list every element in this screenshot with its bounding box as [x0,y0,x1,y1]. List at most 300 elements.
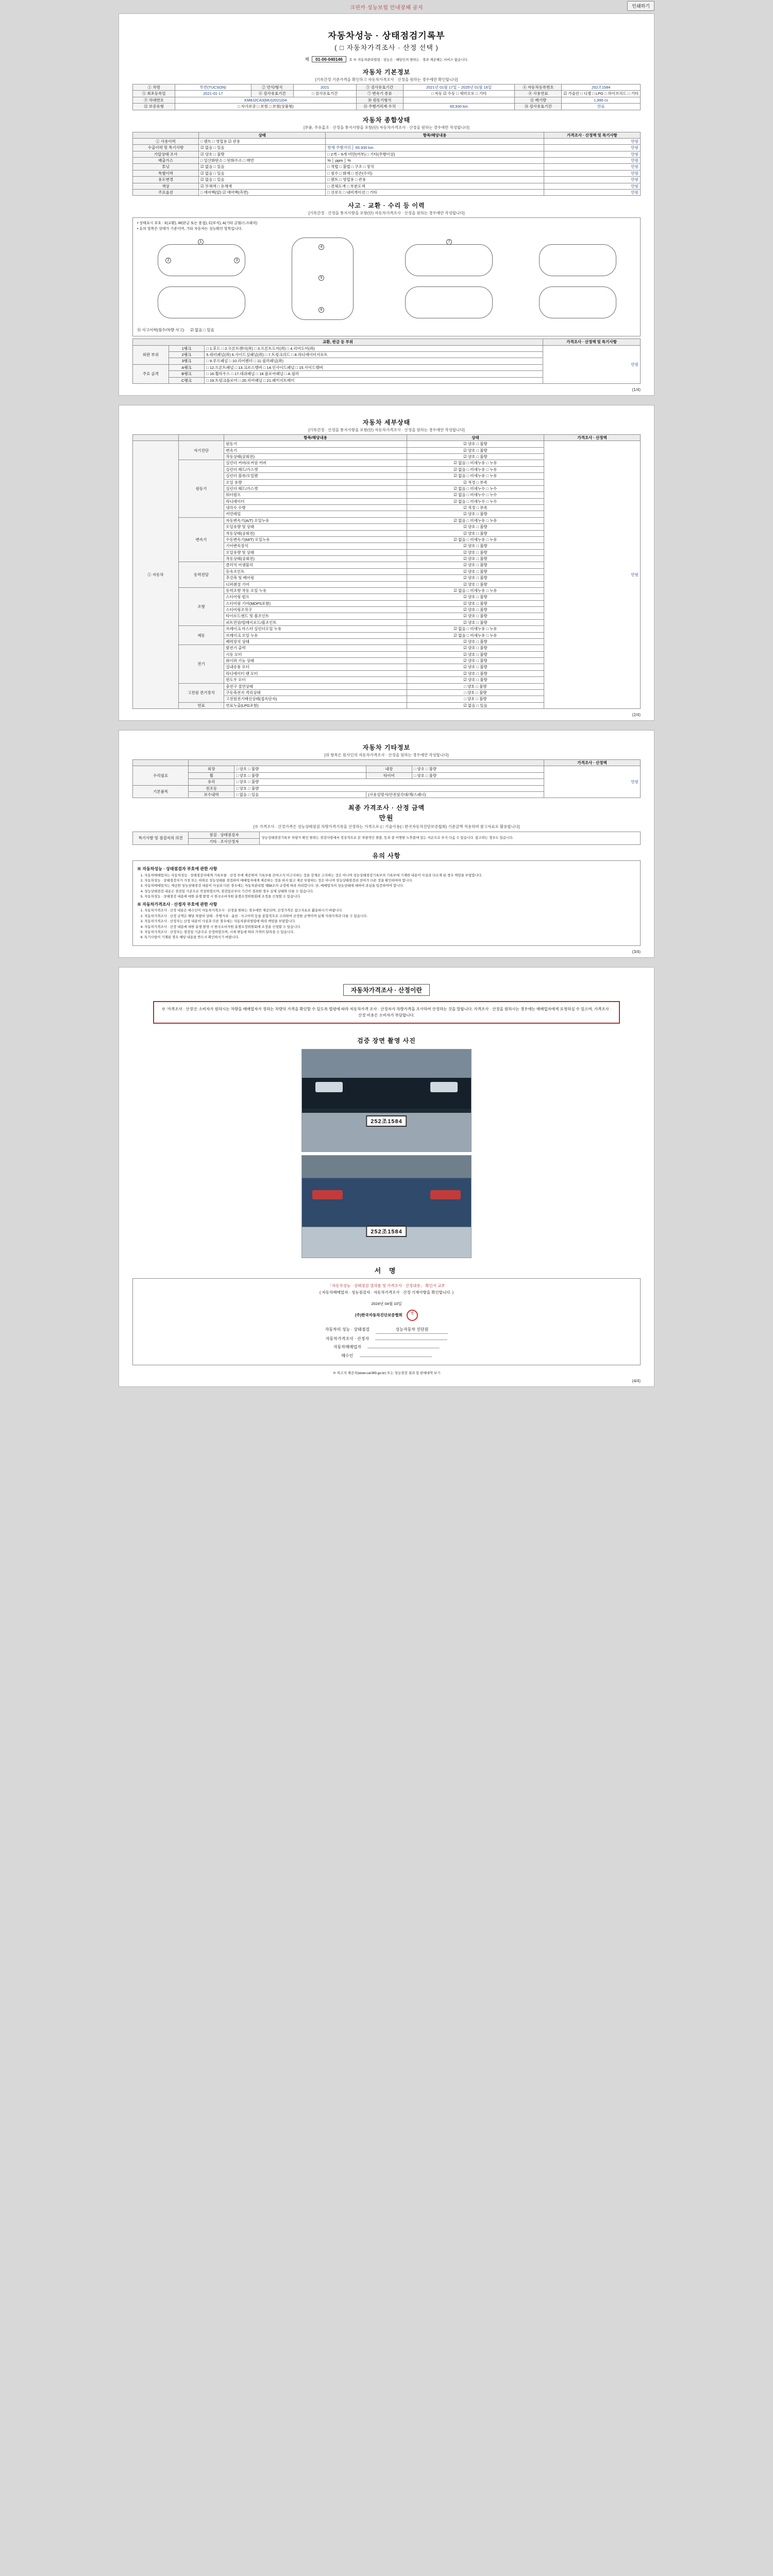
final-price-note: [※ 가격조사 · 산정가격은 성능상태점검 차량가격기록을 산정하는 가격으로 (□ 기술사용(□ 한국자동차진단보증협회) 기준금액 적용하며 참고자료로 활용합니다] [253,824,520,829]
detail-state: □ 양호 □ 불량 [407,696,544,702]
rear-photo [301,1155,472,1258]
col-subgroup [178,434,224,440]
car-underbody-view [158,286,245,318]
row-price: 만원 [544,145,640,151]
table-row [133,84,641,91]
accident-history-row [137,327,636,333]
topbar [119,0,654,13]
detail-sub-name: 자기진단 [178,441,224,460]
detail-item: 원동기 [224,441,407,447]
other-info-table [132,759,641,798]
topbar-notice: 크린카 성능보험 안내장패 공지 [350,5,423,11]
detail-item: 배력장치 상태 [224,638,407,645]
rank-items: □ 16.휠하우스 □ 17.대쉬패널 □ 18.플로어패널 □ A.필러 [205,371,543,377]
detail-state: ☑ 양호 □ 불량 [407,658,544,664]
basic-value: 65,930 km [403,104,515,110]
basic-value: 1,995 cc [562,97,641,103]
damage-diagram-box [132,217,641,336]
table-row [133,104,641,110]
special-text: 성능상태점검기록부 차량가 확인 범위는 점검사항에서 정상적으로 본 차량적인 현품, 등과 잘 이행한 노후품에 있는 저온으로 부식 다음 수 있습니다. 참고하는 경우도 있습니다. [260,832,641,845]
row-state: ☑ 없음 □ 있음 [199,177,326,183]
detail-item: 등속조인트 [224,568,407,574]
detail-price: 만원 [544,441,640,709]
page-number: (1/4) [632,387,641,392]
row-price: 만원 [544,183,640,189]
special-row-key: 점검 · 상태점검자 [189,832,260,838]
front-plate: 252조1584 [366,1115,407,1127]
detail-item: 실린더 커버/로커암 커버 [224,460,407,466]
signature-company [137,1310,636,1321]
list-item: 1. 자동차매매업자는 자동차성능 · 상태점검자에게 기록부를 · 산정 부에 제공하여 기록부를 잔여고지 미고지하는 것을 강제로 고지하는 것은 아니며 성능상태점검기록부의 기록부에 기재한 내용이 사실과 다르게 된 경우 책임을 부담합니다. [144,873,636,878]
basic-label: ① 차명 [133,84,175,91]
row-detail: □ 침수 □ 화재 □ 전손(수리) [326,170,544,176]
table-header-row [133,339,641,345]
detail-state: □ 양호 □ 불량 [407,689,544,696]
row-key: 색상 [133,183,199,189]
detail-item: 브레이크 오일 누유 [224,632,407,638]
rank-items: 5.쿼터패널(좌) 6.사이드실패널(좌) □ 7.트렁크리드 □ 8.라디에이터서포트 [205,352,543,358]
detail-item: 수동변속기(M/T) 오일누유 [224,536,407,543]
car-rear-view [539,244,616,276]
detail-state: ☑ 없음 □ 미세누유 □ 누유 [407,536,544,543]
group-name: 외판 부위 [133,345,169,364]
list-item: 4. 성능상태점검 내용은 점검일 기준으로 작성하였으며, 점검일로부터 기간이 경과한 경우 실제 상태와 다를 수 있습니다. [144,889,636,894]
signature-date: 2024년 04월 10일 [371,1301,402,1307]
detail-item: 자동변속기(A/T) 오일누유 [224,517,407,523]
detail-state: ☑ 없음 □ 미세누유 □ 누유 [407,473,544,479]
detail-state: ☑ 양호 □ 불량 [407,677,544,683]
sub-label: 보수내역 [189,791,234,798]
list-item: 5. 자동차가격조사 · 산정자는 점검일 기준으로 산정하였으며, 시세 변동에 따라 가격이 달라질 수 있습니다. [144,930,636,935]
detail-state: ☑ 양호 □ 불량 [407,447,544,453]
basic-label: ⑬ 주행거리계 수치 [356,104,403,110]
detail-item: 변속기 [224,447,407,453]
rank-items: □ 1.후드 □ 2.프론트펜더(좌) □ 3.프론트도어(좌) □ 4.리어도어(좌) [205,345,543,351]
rank-label: 3랭크 [169,358,205,364]
special-row-key: 기타 · 조사산정자 [189,838,260,844]
detail-state: ☑ 양호 □ 불량 [407,619,544,625]
detail-state: ☑ 양호 □ 불량 [407,670,544,676]
col-price: 가격조사 · 산정액 [544,434,640,440]
detail-state: ☑ 양호 □ 불량 [407,556,544,562]
basic-label: ⑭ 검사유효기간 [515,104,562,110]
table-row [133,441,641,447]
signature-rows [212,1326,561,1359]
basic-label: ⑧ 사용연료 [515,91,562,97]
basic-value: 2021년 01월 17일 ~ 2025년 01월 16일 [403,84,515,91]
rank-items: □ 19.트렁크플로어 □ 20.리어패널 □ 21.패키지트레이 [205,377,543,383]
sub-state: □ 양호 □ 불량 [412,772,544,778]
sub-note: (사용설명서/안전삼각대/잭/스패너) [366,791,544,798]
row-detail: □ 2개 ~ 6개 미만(여부) □ 기타(주행이상) [326,151,544,157]
detail-item: 동력조향 작동 오일 누유 [224,587,407,594]
panel-frame-price: 만원 [543,345,640,383]
detail-state: ☑ 양호 □ 불량 [407,600,544,606]
detail-state: ☑ 양호 □ 불량 [407,664,544,670]
detail-state: ☑ 양호 □ 불량 [407,651,544,657]
page-4 [119,967,654,1387]
basic-label: ④ 자동차등록번호 [515,84,562,91]
damage-mark: 5 [318,275,324,281]
accident-history-label: ⑮ 사고이력(침수/차량 사고) [137,328,184,333]
sub-label: 유리 [189,779,234,785]
list-item: 1. 자동차가격조사 · 산정 내용은 매수인이 자동차가격조사 · 산정을 원하는 경우에만 제공되며, 산정가격은 참고자료로 활용하시기 바랍니다. [144,908,636,913]
sign-row-key: 매수인 [341,1353,354,1358]
doc-title: 자동차성능 · 상태점검기록부 [328,31,445,41]
final-price-value: 만원 [379,814,394,822]
sign-row-value[interactable]: 성능자동차 진단원 [376,1326,448,1334]
section-detail-note: [기록간정 · 산정을 통지사항을 포함(단) 자동차가격조사 · 산정을 원하는 경우에만 작성합니다] [308,427,465,432]
col-detail: 항목/해당내용 [326,132,544,138]
damage-mark: 4 [318,244,324,250]
section-overall-note: [부품, 주유홈조 · 산정을 통지사항을 포함(단) 자동차가격조사 · 산정을 원하는 경우에만 작성합니다] [304,125,469,130]
rank-label: A랭크 [169,364,205,370]
detail-item: 오일 유량 [224,479,407,485]
detail-state: ☑ 양호 □ 불량 [407,568,544,574]
detail-state: ☑ 없음 □ 미세누수 □ 누수 [407,498,544,504]
sign-row [212,1344,561,1351]
rank-label: 1랭크 [169,345,205,351]
detail-item: 작동상태(공회전) [224,530,407,536]
table-row [133,164,641,170]
accident-history-value: ☑ 없음 □ 있음 [190,328,214,333]
detail-item: 커먼레일 [224,511,407,517]
row-price: 만원 [544,177,640,183]
basic-value: KM8J2CA3(MU)2021(04 [175,97,357,103]
section-overall-title: 자동차 종합상태 [362,116,411,124]
seal-icon: 인 [407,1310,418,1321]
detail-item: 와이퍼 기능 상태 [224,658,407,664]
sub-label: 휠 [189,772,234,778]
col-group [133,434,179,440]
row-detail: 현재 주행거리 │ 65,930 km [326,145,544,151]
final-price-title: 최종 가격조사 · 산정 금액 [348,804,425,812]
section-other-title: 자동차 기타정보 [362,744,411,751]
detail-item: 클러치 어셈블리 [224,562,407,568]
detail-item: 워터펌프 [224,492,407,498]
detail-state: □ 양호 □ 불량 [407,683,544,689]
special-label: 특기사항 및 점검자의 의견 [133,832,189,845]
diagram-legend-1: • 상태표시 부호 : X(교환), W(판금 또는 용접), C(부식), A(기타 긁힘/스크래치) [137,222,258,226]
col-items [189,760,544,766]
row-state: ☑ 없음 □ 있음 [199,164,326,170]
price-def-title-wrap [132,984,641,996]
row-detail: □ 렌트 □ 영업용 □ 관용 [326,177,544,183]
overall-state-table [132,132,641,196]
detail-item: 실린더 헤드/가스켓 [224,485,407,492]
detail-state: ☑ 양호 □ 불량 [407,530,544,536]
price-definition-title: 자동차가격조사 · 산정이란 [343,984,430,996]
detail-item: 충전구 절연상태 [224,683,407,689]
row-key: 용도변경 [133,177,199,183]
damage-mark: 7 [446,239,452,245]
notice-title: 유의 사항 [372,852,401,859]
row-key: 가압상태 조사 [133,151,199,157]
row-price: 만원 [544,158,640,164]
car-side-right-view [405,244,493,276]
detail-state: ☑ 양호 □ 불량 [407,524,544,530]
table-row [133,151,641,157]
basic-label: ⑨ 차대번호 [133,97,175,103]
notice-list [144,908,636,940]
table-header-row [133,760,641,766]
detail-item: 실내송풍 모터 [224,664,407,670]
car-front-view [405,286,493,318]
page-2 [119,405,654,721]
detail-state: ☑ 없음 □ 미세누유 □ 누유 [407,517,544,523]
basic-label: ⑫ 보증유형 [133,104,175,110]
photo-section-title: 검증 장면 촬영 사진 [357,1037,416,1044]
detail-state: ☑ 양호 □ 불량 [407,562,544,568]
car-roof-view [539,286,616,318]
basic-label: ⑥ 검사유효기간 [251,91,293,97]
list-item: 3. 자동차가격조사 · 산정자는 산정 내용이 사실과 다른 경우에는 자동차관리법령에 따라 책임을 부담합니다. [144,919,636,924]
print-button[interactable]: 인쇄하기 [627,1,654,11]
row-price: 만원 [544,189,640,195]
detail-sub-name: 동력전달 [178,562,224,588]
damage-mark: 3 [234,258,240,263]
table-header-row [133,434,641,440]
law-suffix: 호 ※ 자동차관리법령 · 성능은 · 해당인의 범위는 · 경과 제공해는 서비스 없습니다. [349,58,468,62]
detail-sub-name: 조향 [178,587,224,625]
col-state: 상태 [199,132,326,138]
row-state: □ 일산화탄소 □ 탄화수소 □ 매연 [199,158,326,164]
detail-item: 실린더 헤드/가스켓 [224,466,407,472]
table-row [133,97,641,103]
basic-value: 2021 [293,84,356,91]
section-basic-note: [기록간정 기준가격을 확인하고 자동차가격조사 · 산정을 원하는 경우에만 확인합니다] [315,77,458,82]
price-definition-box [153,1001,620,1024]
detail-state: ☑ 양호 □ 불량 [407,454,544,460]
sub-label: 타이어 [366,772,412,778]
detail-state: ☑ 양호 □ 불량 [407,549,544,555]
detail-item: 디퍼렌셜 기어 [224,581,407,587]
rank-label: C랭크 [169,377,205,383]
row-state: ☑ 없음 □ 있음 [199,145,326,151]
table-row [133,91,641,97]
damage-mark: 6 [318,307,324,313]
col-item: 항목/해당내용 [224,434,407,440]
detail-item: 타이로드엔드 및 볼조인트 [224,613,407,619]
group-name: 주요 골격 [133,364,169,383]
basic-value: 만료 [562,104,641,110]
basic-value: 투싼(TUCSON) [175,84,251,91]
list-item: 2. 자동차성능 · 상태점검자가 거짓 또는 허위로 성능상태를 점검하여 매매업자에게 제공하는 것을 하지 않고 제공 부담하는 것은 아니며 성능상태점검과 잔여가 다른 것을 확인하여야 합니다. [144,878,636,883]
sign-row-key: 자동차매매업자 [333,1345,361,1350]
other-price: 만원 [544,766,640,798]
row-detail: % │ ppm │ % [326,158,544,164]
detail-state: ☑ 양호 □ 불량 [407,581,544,587]
detail-item: 오일유량 및 상태 [224,524,407,530]
row-key: 튜닝 [133,164,199,170]
col-state: 상태 [407,434,544,440]
rank-label: 2랭크 [169,352,205,358]
car-diagram [137,235,636,325]
photo-gallery [132,1049,641,1258]
front-photo [301,1049,472,1152]
law-number: 01-00-040146 [312,56,346,62]
detail-state: ☑ 없음 □ 미세누유 □ 누유 [407,626,544,632]
list-item: 3. 자동차매매업자는 제공한 성능상태점검 내용이 사실과 다른 경우에는 자동차관리법 제58조의 규정에 따라 처리합니다. 단, 매매업자의 성능상태에 대하여 과실을 입증하여야 합니다. [144,884,636,888]
special-note-table [132,832,641,845]
table-row [133,145,641,151]
price-definition-text: ※ '가격조사 · 산정'은 소비자가 원하시는 차량을 매매업자가 정하는 차량의 가격을 확인할 수 있도록 법령에 따라 자동차가격 조사 · 산정자가 차량가격을 조사하여 산정하는 것을 말합니다. 가격조사 · 산정을 원하시는 경우에는 매매업자에게 요청하실 수 있으며, 가격조사 · 산정 비용은 소비자가 부담합니다. [161,1006,612,1018]
panel-frame-label: 교환, 판금 등 부위 [133,339,543,345]
detail-item: 스티어링 펌프 [224,594,407,600]
table-header-row [133,132,641,138]
rank-label: B랭크 [169,371,205,377]
section-detail-title: 자동차 세부상태 [362,418,411,426]
detail-item: 고전원전기배선상태(접속단자) [224,696,407,702]
basic-label: ⑦ 변속기 종류 [356,91,403,97]
table-row [133,766,641,772]
damage-mark: 2 [165,258,171,263]
detail-item: 오일유량 및 상태 [224,549,407,555]
basic-value [403,97,515,103]
row-key: 수리필요 [133,766,189,785]
doc-law-line [132,56,641,62]
detail-state: ☑ 없음 □ 미세누수 □ 누수 [407,492,544,498]
detail-sub-name: 변속기 [178,517,224,562]
detail-state: ☑ 양호 □ 불량 [407,594,544,600]
detail-item: 작동상태(공회전) [224,556,407,562]
detail-sub-name: 고전원 전기장치 [178,683,224,702]
basic-value: □ 자가보증 □ 보험 □ 보험(상품형) [175,104,357,110]
row-key: 수출이력 및 특기사항 [133,145,199,151]
table-row [133,189,641,195]
diagram-legend-2: • 유의 항목은 상태가 기준이며, 기타 자동차는 성능확인 항목입니다. [137,227,243,231]
basic-value: □ 자동 ☑ 수동 □ 세미오토 □ 기타 [403,91,515,97]
basic-value: ☑ 가솔린 □ 디젤 □ LPG □ 하이브리드 □ 기타 [562,91,641,97]
signature-title: 서 명 [374,1266,399,1275]
detail-state: ☑ 없음 □ 미세누유 □ 누유 [407,466,544,472]
sub-state: □ 양호 □ 불량 [234,766,366,772]
sub-label: 전조등 [189,785,234,791]
detail-item: 기어변속장치 [224,543,407,549]
detail-state: ☑ 없음 □ 있음 [407,702,544,708]
list-item: 4. 자동차가격조사 · 산정 내용에 대한 분쟁 발생 시 한국소비자원 분쟁조정위원회에 조정을 신청할 수 있습니다. [144,925,636,929]
detail-state-table [132,434,641,709]
row-state: ☑ 양호 □ 불량 [199,151,326,157]
detail-sub-name: 전기 [178,645,224,683]
basic-label: ② 연식/형식 [251,84,293,91]
list-item: 5. 자동차성능 · 상태점검 내용에 대한 분쟁 발생 시 한국소비자원 분쟁조정위원회에 조정을 신청할 수 있습니다. [144,894,636,899]
detail-item: 구동축전지 격리상태 [224,689,407,696]
detail-item: 추진축 및 베어링 [224,575,407,581]
section-accident-note: [기록간정 · 산정을 통지사항을 포함(단) 자동차가격조사 · 산정을 원하는 경우에만 작성합니다] [308,211,465,216]
row-state: ☑ 없음 □ 있음 [199,170,326,176]
sub-state: □ 양호 □ 불량 [234,785,544,791]
sub-state: □ 양호 □ 불량 [234,772,366,778]
detail-item: 냉각수 수량 [224,505,407,511]
detail-state: ☑ 적정 □ 부족 [407,479,544,485]
col-price: 가격조사 · 산정액 및 특기사항 [544,132,640,138]
row-state: ☑ 무채색 □ 유채색 [199,183,326,189]
signature-box [132,1278,641,1366]
section-basic-title: 자동차 기본정보 [362,69,411,76]
detail-item: 스티어링조작구 [224,607,407,613]
table-row [133,170,641,176]
detail-state: ☑ 양호 □ 불량 [407,645,544,651]
basic-label: ⑤ 최초등록일 [133,91,175,97]
sign-row [212,1335,561,1343]
row-detail: □ 적법 □ 불법 □ 구조 □ 장치 [326,164,544,170]
sub-label: 내장 [366,766,412,772]
row-key: 기본품목 [133,785,189,798]
page-1 [119,13,654,396]
page-number: (2/4) [632,713,641,717]
detail-state: ☑ 없음 □ 미세누유 □ 누유 [407,460,544,466]
detail-state: ☑ 없음 □ 미세누유 □ 누유 [407,632,544,638]
detail-item: 라디에이터 [224,498,407,504]
row-detail [326,138,544,144]
signature-company-name: (주)한국자동차진단보증협회 [355,1313,402,1318]
col-group [133,760,189,766]
detail-sub-name: 연료 [178,702,224,708]
detail-item: 연료누출(LPG포함) [224,702,407,708]
list-item: 6. 특기사항이 기재된 경우 해당 내용을 반드시 확인하시기 바랍니다. [144,935,636,940]
row-key: ① 사용이력 [133,138,199,144]
row-detail: □ 선루프 □ 내비게이션 □ 기타 [326,189,544,195]
notice-box [132,860,641,946]
detail-group-name: ① 자동차 [133,441,179,709]
basic-label: ⑪ 배기량 [515,97,562,103]
page-3 [119,730,654,958]
table-row [133,345,641,351]
detail-item: 라디에이터 팬 모터 [224,670,407,676]
sign-row [212,1352,561,1360]
detail-state: ☑ 양호 □ 불량 [407,543,544,549]
rear-plate: 252조1584 [366,1226,407,1237]
doc-subtitle: ( □ 자동차가격조사 · 산정 선택 ) [334,44,439,52]
row-price: 만원 [544,164,640,170]
detail-state: ☑ 양호 □ 불량 [407,613,544,619]
damage-mark: 1 [198,239,204,245]
basic-value: 2021-01-17 [175,91,251,97]
sign-row [212,1326,561,1334]
sign-row-key: 자동차가격조사 · 산정자 [325,1336,369,1341]
page-number: (3/4) [632,949,641,954]
detail-item: 작동상태(공회전) [224,454,407,460]
col-price: 가격조사 · 산정액 [544,760,640,766]
detail-state: ☑ 적정 □ 부족 [407,505,544,511]
detail-item: 스티어링 기어(MDPS포함) [224,600,407,606]
table-row [133,158,641,164]
row-key: 특별이력 [133,170,199,176]
row-price: 만원 [544,170,640,176]
detail-state: ☑ 없음 □ 미세누유 □ 누유 [407,587,544,594]
detail-state: ☑ 양호 □ 불량 [407,511,544,517]
row-state: □ 에어백(앞) ☑ 에어백(측면) [199,189,326,195]
sub-label: 외장 [189,766,234,772]
detail-state: ☑ 양호 □ 불량 [407,575,544,581]
notice-list [144,873,636,900]
row-price: 만원 [544,138,640,144]
law-prefix: 제 [305,57,309,62]
page-number: (4/4) [632,1379,641,1384]
basic-label: ③ 검사유효기간 [356,84,403,91]
footer-note: ※ 차고지 제공자(www.car365.go.kr) 또는 성능점검 결과 및 판매내역 보기 [332,1371,441,1376]
panel-frame-price-label: 가격조사 · 산정액 및 특기사항 [543,339,640,345]
sub-state: □ 양호 □ 불량 [412,766,544,772]
notice-section-heading: ※ 자동차가격조사 · 산정자 부호에 관한 사항 [137,902,217,907]
detail-item: 피트먼암/릴레이로드/볼조인트 [224,619,407,625]
signature-text-2: ( 자동차매매업자 · 성능점검자 · 자동차가격조사 · 산정 기재사항을 확인합니다. ) [319,1290,453,1295]
detail-sub-name: 원동기 [178,460,224,517]
detail-state: ☑ 양호 □ 불량 [407,607,544,613]
detail-item: 시동 모터 [224,651,407,657]
detail-state: ☑ 양호 □ 불량 [407,441,544,447]
